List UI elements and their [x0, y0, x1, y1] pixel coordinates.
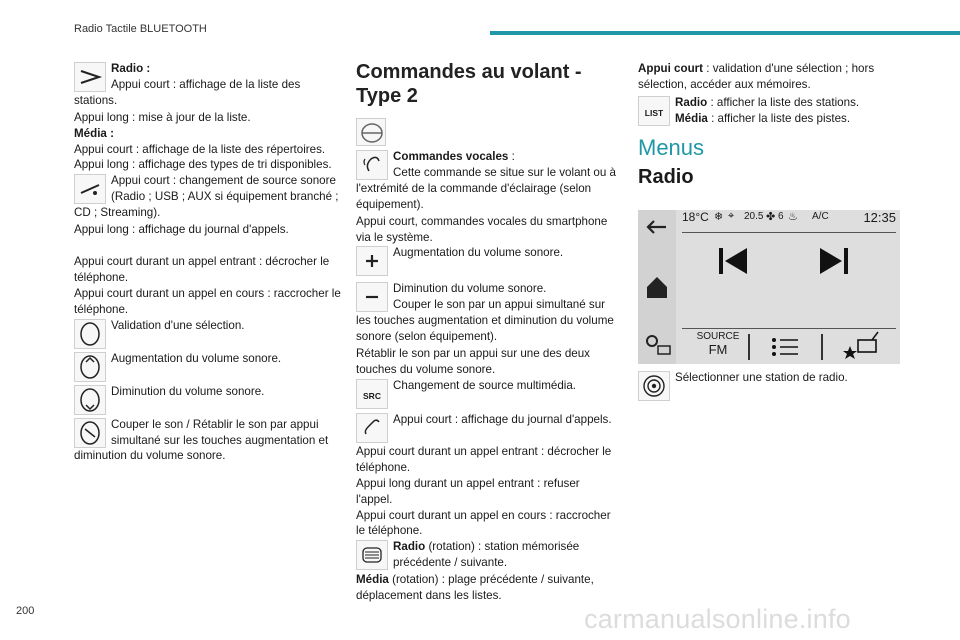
source-label: SOURCE: [696, 331, 740, 342]
voice-command-label: Commandes vocales: [393, 150, 509, 163]
text-line: Augmentation du volume sonore.: [393, 246, 564, 260]
minus-block: [356, 281, 618, 345]
phone-icon: [356, 413, 388, 443]
select-station-block: [638, 370, 900, 401]
media-label: Média: [356, 573, 389, 587]
plus-icon: [356, 246, 388, 276]
text-line: Appui court : affichage de la liste des stations.: [74, 77, 301, 107]
list-icon: LIST: [638, 96, 670, 126]
ac-indicator: A/C: [812, 211, 829, 222]
thumbwheel-rotation-icon: [356, 540, 388, 570]
fan-icon: ✤: [766, 211, 776, 223]
text-span: : afficher la liste des pistes.: [707, 111, 851, 125]
list-block: [638, 95, 900, 127]
screen-status-bar: [682, 210, 900, 232]
running-header: Radio Tactile BLUETOOTH: [74, 23, 207, 35]
text-line: Appui court : changement de source sonore (Radio ; USB ; AUX si équipement branché ; CD ; Streaming).: [74, 174, 339, 220]
minus-icon: [356, 282, 388, 312]
location-icon: ⌖: [728, 210, 735, 222]
voice-command-block: [356, 149, 618, 213]
text-line: Couper le son par un appui simultané sur les touches augmentation et diminution du volume sonore (selon équipement).: [356, 298, 614, 344]
source-button-block: [74, 173, 342, 221]
radio-label: Radio :: [111, 62, 151, 75]
temperature-readout: 18°C: [682, 210, 709, 224]
left-column: [74, 61, 342, 465]
text-line: Changement de source multimédia.: [393, 378, 577, 392]
menus-heading: Menus: [638, 134, 705, 160]
defrost-icon: ❄: [714, 211, 724, 223]
status-bar-divider: [682, 232, 896, 233]
text-line: Appui long : mise à jour de la liste.: [74, 110, 251, 124]
fan-level: 6: [778, 211, 784, 222]
thumbwheel-down-icon: [74, 385, 106, 415]
control-separator: [821, 334, 823, 360]
source-selector[interactable]: [692, 331, 744, 357]
back-arrow-icon: [638, 210, 676, 250]
text-span: : afficher la liste des stations.: [707, 95, 860, 109]
seat-airflow-icon: ♨: [788, 211, 798, 223]
radio-broadcast-icon: [638, 371, 670, 401]
text-line: Appui court : affichage de la liste des répertoires.: [74, 142, 326, 156]
volume-up-block: [74, 351, 342, 382]
phone-block: [356, 412, 618, 443]
text-line: Appui court durant un appel entrant : décrocher le téléphone.: [74, 254, 330, 284]
thumbwheel-up-icon: [74, 352, 106, 382]
home-icon: [638, 268, 676, 308]
radio-label: Radio: [675, 95, 708, 109]
middle-column: [356, 60, 618, 604]
clock: 12:35: [863, 210, 896, 225]
text-line: Cette commande se situe sur le volant ou à l'extrémité de la commande d'éclairage (selon équipement).: [356, 165, 616, 211]
text-span: (rotation) : plage précédente / suivante, déplacement dans les listes.: [356, 573, 594, 603]
rotation-block: [356, 539, 618, 571]
previous-track-icon[interactable]: [713, 244, 753, 278]
label-colon: :: [508, 150, 515, 163]
text-line: Validation d'une sélection.: [111, 318, 245, 332]
text-line: Appui long durant un appel entrant : refuser l'appel.: [356, 476, 580, 506]
text-line: Appui court, commandes vocales du smartphone via le système.: [356, 214, 608, 244]
mute-block: [74, 417, 342, 465]
text-line: Sélectionner une station de radio.: [675, 371, 848, 384]
controls-divider: [682, 328, 896, 329]
text-line: Appui long : affichage du journal d'appels.: [74, 223, 289, 237]
radio-screen-illustration: [638, 210, 900, 364]
thumbwheel-mute-icon: [74, 418, 106, 448]
validate-block: [74, 318, 342, 349]
favorite-radio-icon[interactable]: [842, 330, 886, 362]
volume-down-block: [74, 384, 342, 415]
src-block: [356, 378, 618, 409]
control-separator: [748, 334, 750, 360]
station-list-icon[interactable]: [766, 332, 806, 362]
text-line: Appui court durant un appel entrant : décrocher le téléphone.: [356, 444, 612, 474]
text-line: Diminution du volume sonore.: [111, 384, 265, 398]
text-line: Appui court durant un appel en cours : raccrocher le téléphone.: [356, 508, 611, 538]
short-press-label: Appui court: [638, 62, 704, 75]
plus-block: [356, 245, 618, 276]
watermark: carmanualsonline.info: [584, 604, 851, 634]
text-line: Rétablir le son par un appui sur une des deux touches du volume sonore.: [356, 347, 590, 376]
voice-command-icon: [356, 150, 388, 180]
text-span: (rotation) : station mémorisée précédente / suivante.: [393, 540, 580, 570]
section-title: Commandes au volant - Type 2: [356, 61, 582, 107]
steering-wheel-thumbwheel-icon: [74, 319, 106, 349]
text-line: Couper le son / Rétablir le son par appui simultané sur les touches augmentation et diminution du volume sonore.: [74, 417, 329, 463]
right-column: [638, 61, 900, 188]
radio-label: Radio: [393, 540, 426, 554]
text-line: Appui long : affichage des types de tri disponibles.: [74, 158, 332, 172]
steering-list-button-icon: [74, 62, 106, 92]
header-accent-bar: [490, 31, 960, 35]
radio-media-button-block: [74, 61, 342, 109]
next-track-icon[interactable]: [814, 244, 854, 278]
settings-radio-icon: [638, 325, 676, 365]
screen-sidebar: [638, 210, 676, 364]
steering-wheel-icon: [356, 118, 386, 146]
set-temperature: 20.5: [744, 211, 764, 222]
src-icon: SRC: [356, 379, 388, 409]
page-number: 200: [16, 605, 35, 617]
steering-source-button-icon: [74, 174, 106, 204]
radio-heading: Radio: [638, 165, 694, 188]
text-line: Appui court durant un appel en cours : raccrocher le téléphone.: [74, 286, 341, 316]
source-value: FM: [708, 342, 728, 357]
text-span: : validation d'une sélection ; hors sélection, accéder aux mémoires.: [638, 62, 875, 91]
media-label: Média: [675, 111, 708, 125]
media-label: Média :: [74, 126, 114, 140]
text-line: Augmentation du volume sonore.: [111, 351, 282, 365]
text-line: Diminution du volume sonore.: [393, 282, 547, 296]
text-line: Appui court : affichage du journal d'appels.: [393, 412, 612, 426]
